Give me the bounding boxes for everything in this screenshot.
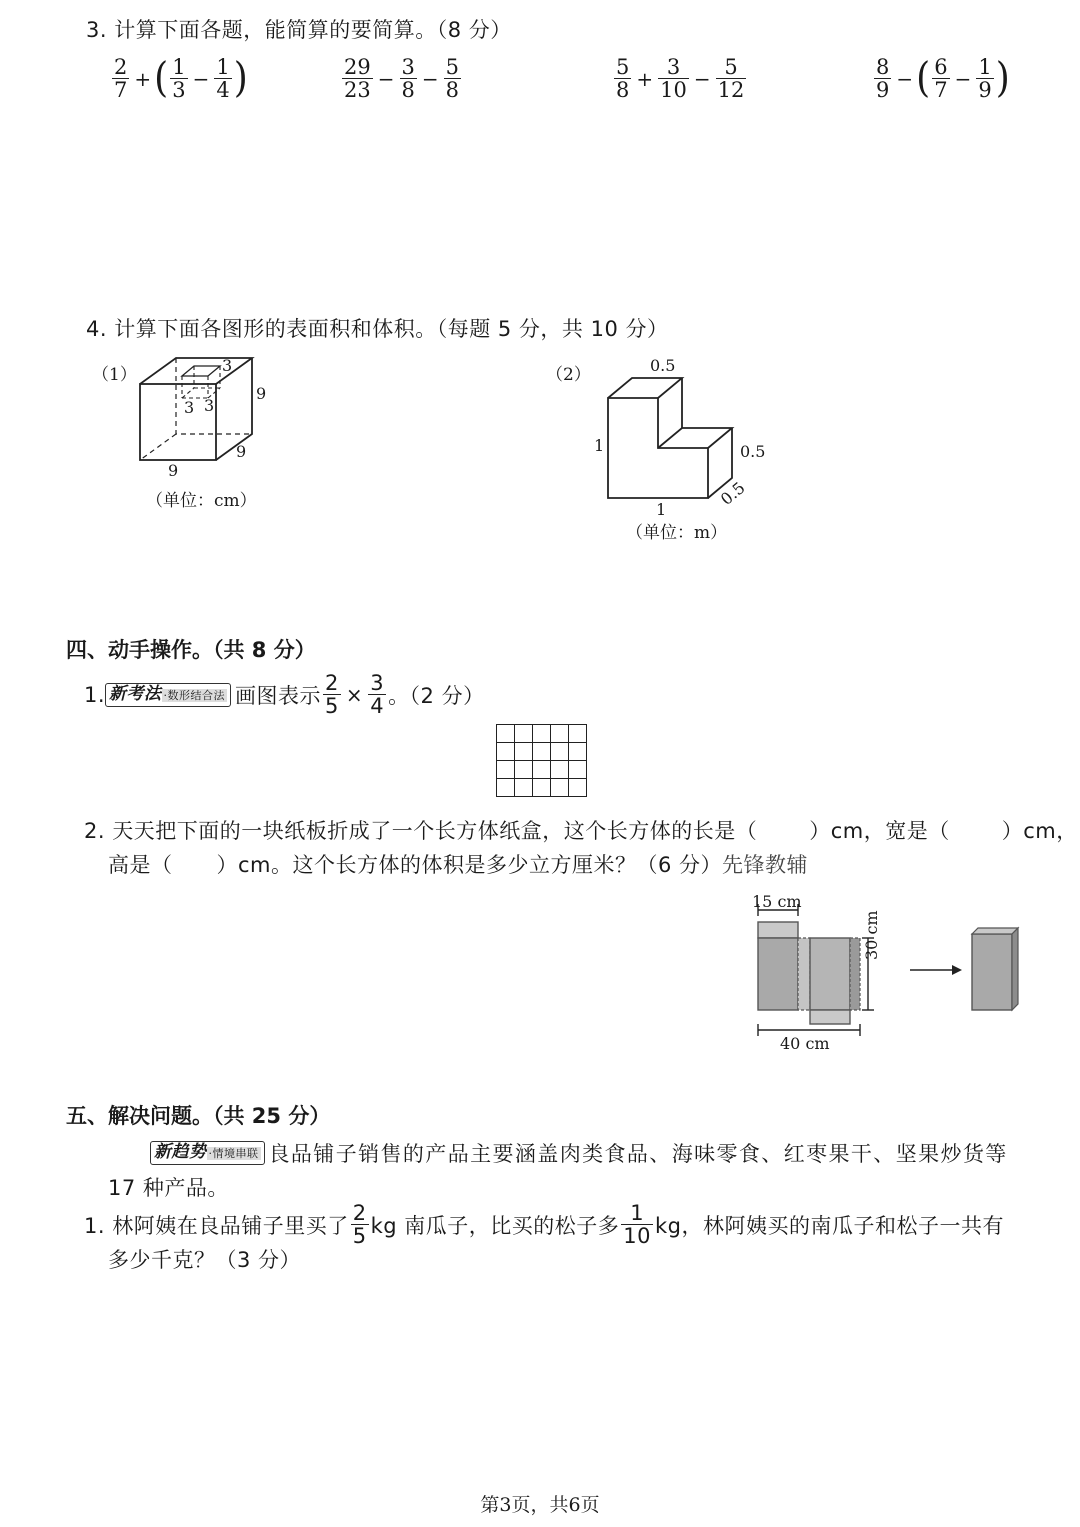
net-dim-side: 30 cm [862,910,881,960]
cube-figure [120,350,290,480]
watermark: 先锋教辅 [722,853,809,877]
sec5-q1-line1: 1. 林阿姨在良品铺子里买了 $\frac{2}{5}$ kg 南瓜子，比买的松子多 $\frac{1}{10}$ kg，林阿姨买的南瓜子和松子一共有 [84,1201,1004,1249]
sec5-intro-2: 17 种产品。 [108,1176,229,1200]
net-dim-top: 15 cm [752,892,802,911]
sec5-intro: 新趋势 ·情境串联 良品铺子销售的产品主要涵盖肉类食品、海味零食、红枣果干、坚果炒货等 [150,1138,1008,1168]
q3-expression-1: $\frac{2}{7}$ + ( $\frac{1}{3}$ − $\frac{1}{4}$ ) [114,54,248,103]
sec4-q2-line1: 2. 天天把下面的一块纸板折成了一个长方体纸盒，这个长方体的长是（ ）cm，宽是（ ）cm， [84,819,1078,843]
fig2-dim-height: 1 [594,436,605,455]
page-footer: 第3页，共6页 [480,1494,600,1516]
fig2-dim-depth: 0.5 [716,478,749,509]
fig1-label: （1） [92,365,137,385]
sec4-q2-line2: 高是（ ）cm。这个长方体的体积是多少立方厘米？（6 分）先锋教辅 [108,853,809,877]
sec4-q1: 1. 新考法 ·数形结合法 画图表示 $\frac{2}{5}$ × $\frac{3}{4}$ 。（2 分） [84,671,485,719]
fig1-hole-b: 3 [184,398,195,417]
fig1-dim-width: 9 [168,461,179,480]
fig1-unit: （单位：cm） [146,491,257,511]
section5-title: 五、解决问题。（共 25 分） [66,1104,331,1128]
tag-new-trend: 新趋势 ·情境串联 [150,1141,265,1165]
q3-expression-2: $\frac{29}{23}$ − $\frac{3}{8}$ − $\frac{5}{8}$ [344,55,460,103]
q3-expression-3: $\frac{5}{8}$ + $\frac{3}{10}$ − $\frac{5}{12}$ [616,55,745,103]
drawing-grid[interactable] [496,724,587,797]
fig1-hole-a: 3 [222,356,233,375]
fig2-unit: （单位：m） [626,523,728,543]
tag-new-method: 新考法 ·数形结合法 [105,683,231,707]
q3-title: 3. 计算下面各题，能简算的要简算。（8 分） [86,18,512,42]
cardboard-net-figure [740,888,1040,1058]
fig1-hole-c: 3 [204,396,215,415]
fig1-dim-height: 9 [256,384,267,403]
fig2-dim-bottom: 1 [656,500,667,519]
fig2-dim-right: 0.5 [740,442,766,461]
fig2-label: （2） [546,365,591,385]
net-dim-bottom: 40 cm [780,1034,830,1053]
sec5-q1-line2: 多少千克？（3 分） [108,1248,302,1272]
fig1-dim-depth: 9 [236,442,247,461]
q4-title: 4. 计算下面各图形的表面积和体积。（每题 5 分，共 10 分） [86,317,669,341]
fig2-dim-top: 0.5 [650,356,676,375]
q3-expression-4: $\frac{8}{9}$ − ( $\frac{6}{7}$ − $\frac{1}{9}$ ) [876,54,1010,103]
section4-title: 四、动手操作。（共 8 分） [66,638,316,662]
